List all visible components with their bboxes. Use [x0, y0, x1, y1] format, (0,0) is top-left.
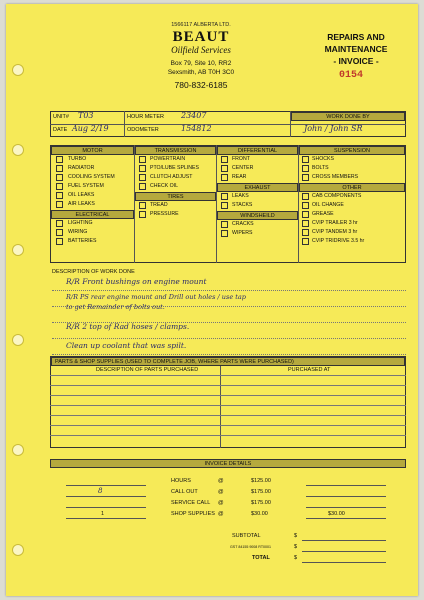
item-clutch-adjust: CLUTCH ADJUST	[150, 174, 193, 180]
gst-label: GST 84155 9008 RT0001	[230, 545, 272, 549]
address-line2: Sexsmith, AB T0H 3C0	[167, 69, 235, 76]
item-front: FRONT	[232, 156, 250, 162]
label-hours: HOURS	[171, 478, 191, 484]
item-shocks: SHOCKS	[312, 156, 334, 162]
checkbox-cooling-system[interactable]	[56, 174, 63, 181]
section-tires: TIRES	[135, 192, 216, 201]
checkbox-powertrain[interactable]	[139, 156, 146, 163]
label-call-out: CALL OUT	[171, 489, 198, 495]
item-radiator: RADIATOR	[68, 165, 95, 171]
punch-hole	[12, 444, 24, 456]
checkbox-oil-change[interactable]	[302, 202, 309, 209]
checkbox-cross-members[interactable]	[302, 174, 309, 181]
section-motor: MOTOR	[51, 146, 134, 155]
item-tread: TREAD	[150, 202, 168, 208]
checkbox-turbo[interactable]	[56, 156, 63, 163]
checkbox-batteries[interactable]	[56, 238, 63, 245]
item-cvip-trailer: CVIP TRAILER 3 hr	[312, 220, 358, 226]
section-differential: DIFFERENTIAL	[217, 146, 298, 155]
address-line1: Box 79, Site 10, RR2	[170, 60, 232, 67]
checkbox-rear[interactable]	[221, 174, 228, 181]
checkbox-bolts[interactable]	[302, 165, 309, 172]
qty-shop-supplies[interactable]: 1	[101, 511, 105, 517]
checkbox-pressure[interactable]	[139, 211, 146, 218]
at-call-out: @	[218, 489, 224, 495]
date-label: DATE	[53, 127, 68, 133]
item-cvip-tridrive: CVIP TRIDRIVE 3.5 hr	[312, 238, 365, 244]
item-wipers: WIPERS	[232, 230, 253, 236]
odometer-value[interactable]: 154812	[181, 124, 212, 133]
item-cross-members: CROSS MEMBERS	[312, 174, 359, 180]
checkbox-clutch-adjust[interactable]	[139, 174, 146, 181]
section-windshield: WINDSHEILD	[217, 211, 298, 220]
item-oil-change: OIL CHANGE	[312, 202, 344, 208]
checkbox-tread[interactable]	[139, 202, 146, 209]
punch-hole	[12, 64, 24, 76]
checkbox-lighting[interactable]	[56, 220, 63, 227]
total-currency: $	[294, 555, 298, 561]
checkbox-cab-components[interactable]	[302, 193, 309, 200]
total-label: TOTAL	[252, 555, 270, 561]
checkbox-wiring[interactable]	[56, 229, 63, 236]
checkbox-cvip-tandem[interactable]	[302, 229, 309, 236]
item-cracks: CRACKS	[232, 221, 254, 227]
checkbox-fuel-system[interactable]	[56, 183, 63, 190]
checkbox-check-oil[interactable]	[139, 183, 146, 190]
invoice-details-header: INVOICE DETAILS	[50, 459, 406, 468]
item-stacks: STACKS	[232, 202, 253, 208]
hour-meter-value[interactable]: 23407	[181, 111, 207, 120]
work-line-4[interactable]: R/R 2 top of Rad hoses / clamps.	[66, 322, 190, 331]
work-done-by-label: WORK DONE BY	[291, 112, 405, 121]
title-line3: - INVOICE -	[333, 56, 379, 66]
unit-value[interactable]: T03	[78, 111, 94, 120]
subtotal-label: SUBTOTAL	[232, 533, 261, 539]
checkbox-cvip-tridrive[interactable]	[302, 238, 309, 245]
item-leaks: LEAKS	[232, 193, 249, 199]
gst-currency: $	[294, 544, 298, 550]
checkbox-cracks[interactable]	[221, 221, 228, 228]
rate-service-call: $175.00	[251, 500, 271, 506]
checkbox-pto-lube[interactable]	[139, 165, 146, 172]
invoice-number: 0154	[339, 70, 364, 81]
item-center: CENTER	[232, 165, 254, 171]
item-cooling-system: COOLING SYSTEM	[68, 174, 115, 180]
qty-call-out[interactable]: 8	[98, 487, 103, 495]
checkbox-cvip-trailer[interactable]	[302, 220, 309, 227]
section-other: OTHER	[299, 183, 405, 192]
checkbox-leaks[interactable]	[221, 193, 228, 200]
rate-hours: $125.00	[251, 478, 271, 484]
item-pto-lube: PTO/LUBE SPLINES	[150, 165, 199, 171]
checklist-grid	[50, 145, 406, 263]
at-hours: @	[218, 478, 224, 484]
rate-call-out: $175.00	[251, 489, 271, 495]
section-exhaust: EXHAUST	[217, 183, 298, 192]
company-subtitle: Oilfield Services	[171, 45, 231, 55]
rate-shop-supplies: $30.00	[251, 511, 268, 517]
item-batteries: BATTERIES	[68, 238, 97, 244]
hour-meter-label: HOUR METER	[127, 114, 164, 120]
item-air-leaks: AIR LEAKS	[68, 201, 95, 207]
company-logo: BEAUT	[172, 29, 230, 45]
item-pressure: PRESSURE	[150, 211, 179, 217]
work-description-label: DESCRIPTION OF WORK DONE	[52, 269, 135, 275]
item-turbo: TURBO	[68, 156, 87, 162]
work-line-3[interactable]: to get Remainder of bolts out.	[66, 303, 165, 311]
checkbox-air-leaks[interactable]	[56, 201, 63, 208]
company-id: 1566117 ALBERTA LTD.	[171, 22, 231, 28]
checkbox-grease[interactable]	[302, 211, 309, 218]
item-fuel-system: FUEL SYSTEM	[68, 183, 104, 189]
label-service-call: SERVICE CALL	[171, 500, 211, 506]
unit-label: UNIT#	[53, 114, 69, 120]
invoice-page	[6, 4, 418, 596]
parts-col-purchased-at: PURCHASED AT	[288, 367, 331, 373]
checkbox-wipers[interactable]	[221, 230, 228, 237]
item-cab-components: CAB COMPONENTS	[312, 193, 362, 199]
phone-number: 780-832-6185	[174, 80, 228, 90]
checkbox-shocks[interactable]	[302, 156, 309, 163]
item-bolts: BOLTS	[312, 165, 329, 171]
odometer-label: ODOMETER	[127, 127, 159, 133]
parts-col-description: DESCRIPTION OF PARTS PURCHASED	[96, 367, 199, 373]
item-lighting: LIGHTING	[68, 220, 93, 226]
date-value[interactable]: Aug 2/19	[72, 124, 109, 133]
subtotal-currency: $	[294, 533, 298, 539]
item-powertrain: POWERTRAIN	[150, 156, 186, 162]
title-line1: REPAIRS AND	[327, 32, 385, 42]
section-electrical: ELECTRICAL	[51, 210, 134, 219]
item-check-oil: CHECK OIL	[150, 183, 178, 189]
section-transmission: TRANSMISSION	[135, 146, 216, 155]
item-cvip-tandem: CVIP TANDEM 3 hr	[312, 229, 358, 235]
checkbox-radiator[interactable]	[56, 165, 63, 172]
at-service-call: @	[218, 500, 224, 506]
punch-hole	[12, 144, 24, 156]
work-line-1[interactable]: R/R Front bushings on engine mount	[66, 277, 207, 286]
checkbox-front[interactable]	[221, 156, 228, 163]
checkbox-stacks[interactable]	[221, 202, 228, 209]
punch-hole	[12, 334, 24, 346]
work-line-2[interactable]: R/R PS rear engine mount and Drill out holes / use tap	[66, 293, 246, 301]
amount-shop-supplies: $30.00	[328, 511, 345, 517]
item-rear: REAR	[232, 174, 247, 180]
punch-hole	[12, 244, 24, 256]
label-shop-supplies: SHOP SUPPLIES	[171, 511, 215, 517]
checkbox-oil-leaks[interactable]	[56, 192, 63, 199]
punch-hole	[12, 544, 24, 556]
parts-header: PARTS & SHOP SUPPLIES (USED TO COMPLETE JOB, WHERE PARTS WERE PURCHASED)	[51, 357, 405, 366]
item-grease: GREASE	[312, 211, 334, 217]
at-shop-supplies: @	[218, 511, 224, 517]
section-suspension: SUSPENSION	[299, 146, 405, 155]
title-line2: MAINTENANCE	[324, 44, 388, 54]
item-wiring: WIRING	[68, 229, 88, 235]
checkbox-center[interactable]	[221, 165, 228, 172]
item-oil-leaks: OIL LEAKS	[68, 192, 95, 198]
work-line-5[interactable]: Clean up coolant that was spilt.	[66, 341, 187, 350]
work-done-by-value[interactable]: John / John SR	[304, 124, 363, 133]
